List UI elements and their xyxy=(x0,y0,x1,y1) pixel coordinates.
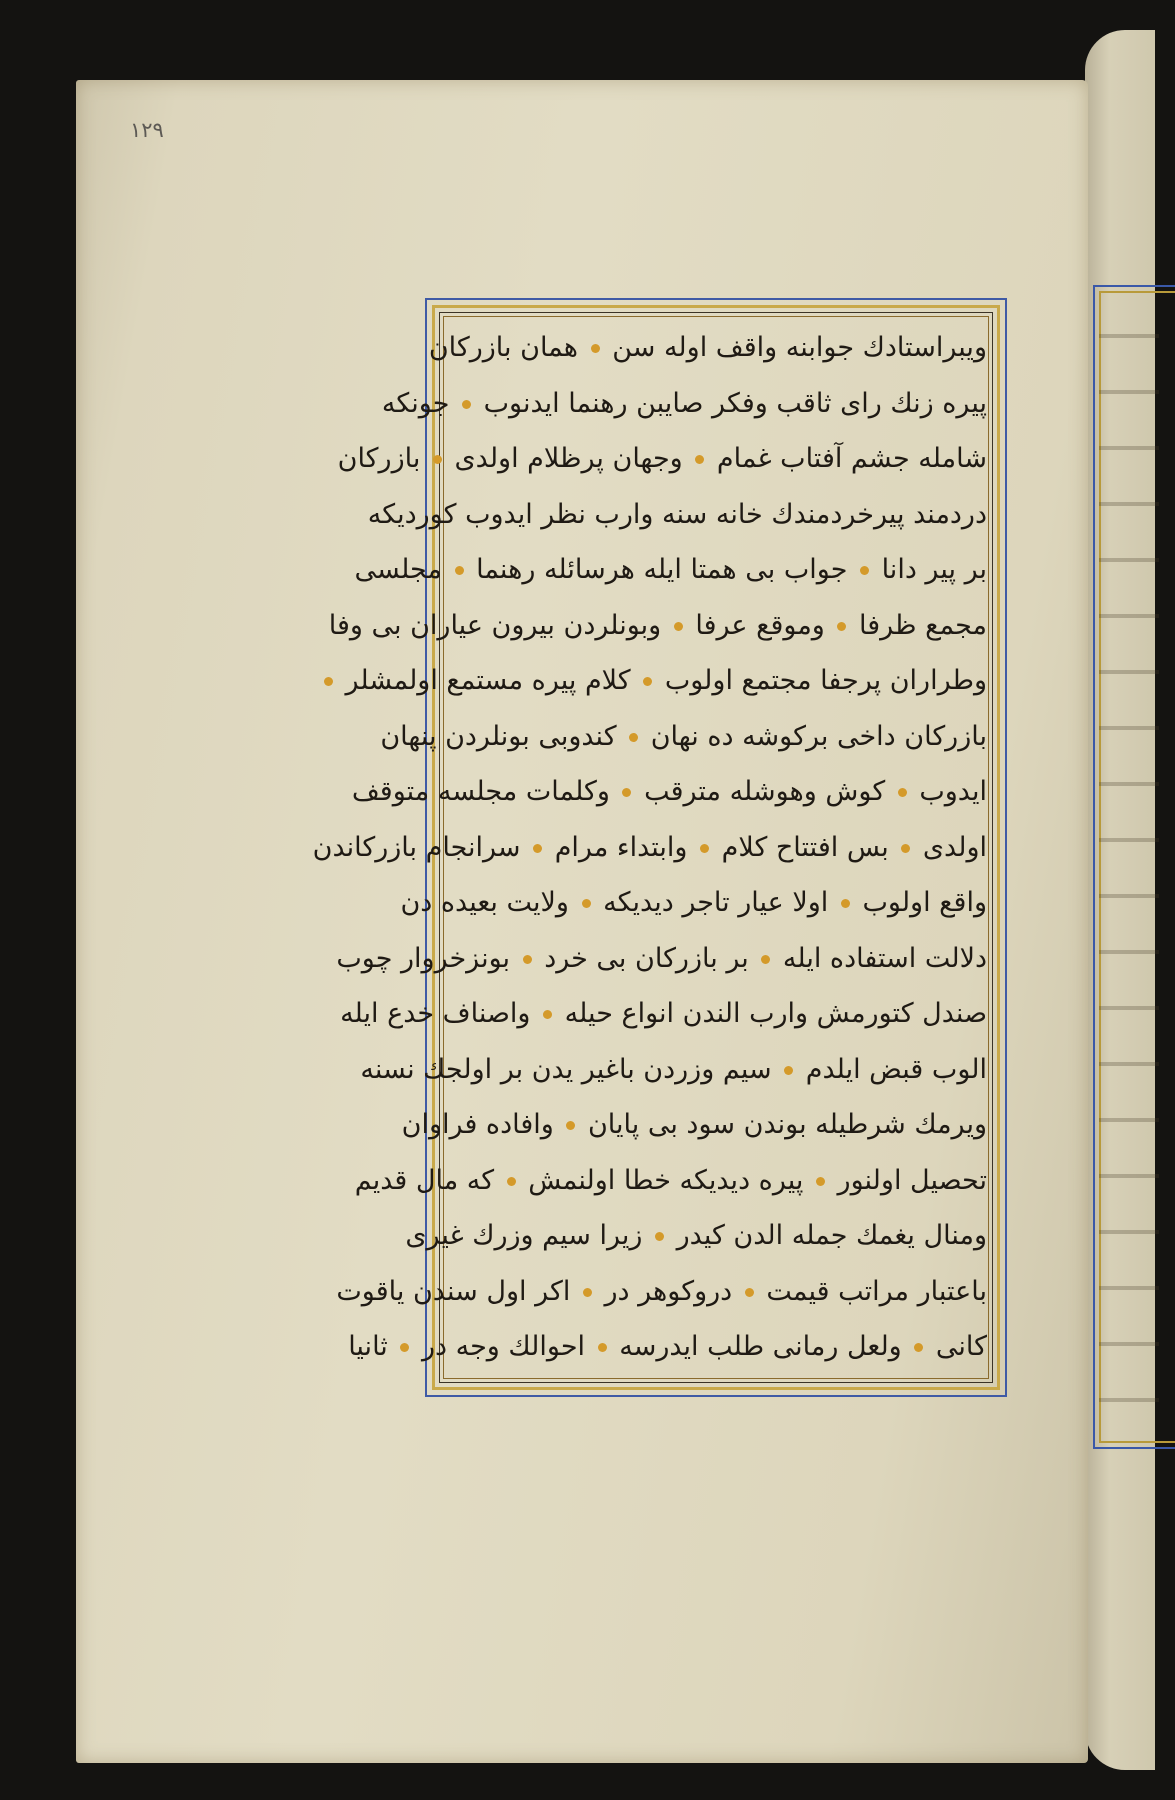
gold-verse-dot xyxy=(433,455,442,464)
text-line: ویبراستادك جوابنه واقف اوله سن همان بازرکان xyxy=(428,332,987,363)
gold-verse-dot xyxy=(400,1343,409,1352)
text-line: بازرکان داخی برکوشه ده نهان کندوبی بونلردن پنهان xyxy=(380,720,987,752)
text-line: دردمند پیرخردمندك خانه سنه وارب نظر ایدوب کوردیکه xyxy=(367,498,987,530)
text-line: واقع اولوب اولا عیار تاجر دیدیکه ولایت بعیده دن xyxy=(400,887,987,918)
gold-verse-dot xyxy=(841,899,850,908)
text-line: وطراران پرجفا مجتمع اولوب کلام پیره مستمع اولمشلر xyxy=(445,655,987,707)
text-line: شامله جشم آفتاب غمام وجهان پرظلام اولدی بازرکان xyxy=(337,443,987,474)
gold-verse-dot xyxy=(533,844,542,853)
text-line: بر پیر دانا جواب بی همتا ایله هرسائله رهنما مجلسی xyxy=(354,554,987,585)
text-line: باعتبار مراتب قیمت دروکوهر در اکر اول سندن یاقوت xyxy=(336,1275,987,1307)
gold-verse-dot xyxy=(898,788,907,797)
gold-verse-dot xyxy=(629,733,638,742)
folio-number: ١٢٩ xyxy=(130,118,164,142)
gold-verse-dot xyxy=(507,1177,516,1186)
text-line: کانی ولعل رمانی طلب ایدرسه احوالك وجه در ثانیا xyxy=(348,1331,987,1362)
text-line: ویرمك شرطیله بوندن سود بی پایان وافاده فراوان xyxy=(401,1109,987,1140)
gold-verse-dot xyxy=(816,1177,825,1186)
gold-verse-dot xyxy=(914,1343,923,1352)
text-line: ومنال یغمك جمله الدن کیدر زیرا سیم وزرك غیری xyxy=(405,1220,987,1251)
gold-verse-dot xyxy=(761,955,770,964)
gold-verse-dot xyxy=(784,1066,793,1075)
text-line: دلالت استفاده ایله بر بازرکان بی خرد بونزخروار چوب xyxy=(336,942,987,974)
text-line: پیره زنك رای ثاقب وفکر صایبن رهنما ایدنوب جونکه xyxy=(381,387,987,419)
text-line: مجمع ظرفا وموقع عرفا وبونلردن بیرون عیاران بی وفا xyxy=(328,609,987,641)
adjacent-page-text xyxy=(1099,300,1159,1430)
text-frame xyxy=(312,298,1007,1397)
text-line: الوب قبض ایلدم سیم وزردن باغیر یدن بر اولجك نسنه xyxy=(360,1053,987,1085)
gold-verse-dot xyxy=(462,400,471,409)
text-line: اولدی بس افتتاح کلام وابتداء مرام سرانجام بازرکاندن xyxy=(312,831,987,863)
gold-verse-dot xyxy=(455,566,464,575)
gold-verse-dot xyxy=(591,344,600,353)
gold-verse-dot xyxy=(695,455,704,464)
text-block xyxy=(312,318,987,1377)
gold-verse-dot xyxy=(655,1232,664,1241)
gold-verse-dot xyxy=(860,566,869,575)
gold-verse-dot xyxy=(566,1121,575,1130)
gold-verse-dot xyxy=(622,788,631,797)
gold-verse-dot xyxy=(745,1288,754,1297)
gold-verse-dot xyxy=(598,1343,607,1352)
gold-verse-dot xyxy=(324,677,333,686)
gold-verse-dot xyxy=(523,955,532,964)
text-line: ایدوب کوش وهوشله مترقب وکلمات مجلسه متوقف xyxy=(351,776,987,807)
adjacent-page xyxy=(1085,30,1155,1770)
gold-verse-dot xyxy=(674,622,683,631)
text-line: صندل کتورمش وارب الندن انواع حیله واصناف خدع ایله xyxy=(340,998,987,1029)
text-line: تحصیل اولنور پیره دیدیکه خطا اولنمش که مال قدیم xyxy=(354,1164,987,1196)
gold-verse-dot xyxy=(582,899,591,908)
gold-verse-dot xyxy=(901,844,910,853)
gold-verse-dot xyxy=(543,1010,552,1019)
gold-verse-dot xyxy=(700,844,709,853)
gold-verse-dot xyxy=(837,622,846,631)
gold-verse-dot xyxy=(643,677,652,686)
gold-verse-dot xyxy=(583,1288,592,1297)
